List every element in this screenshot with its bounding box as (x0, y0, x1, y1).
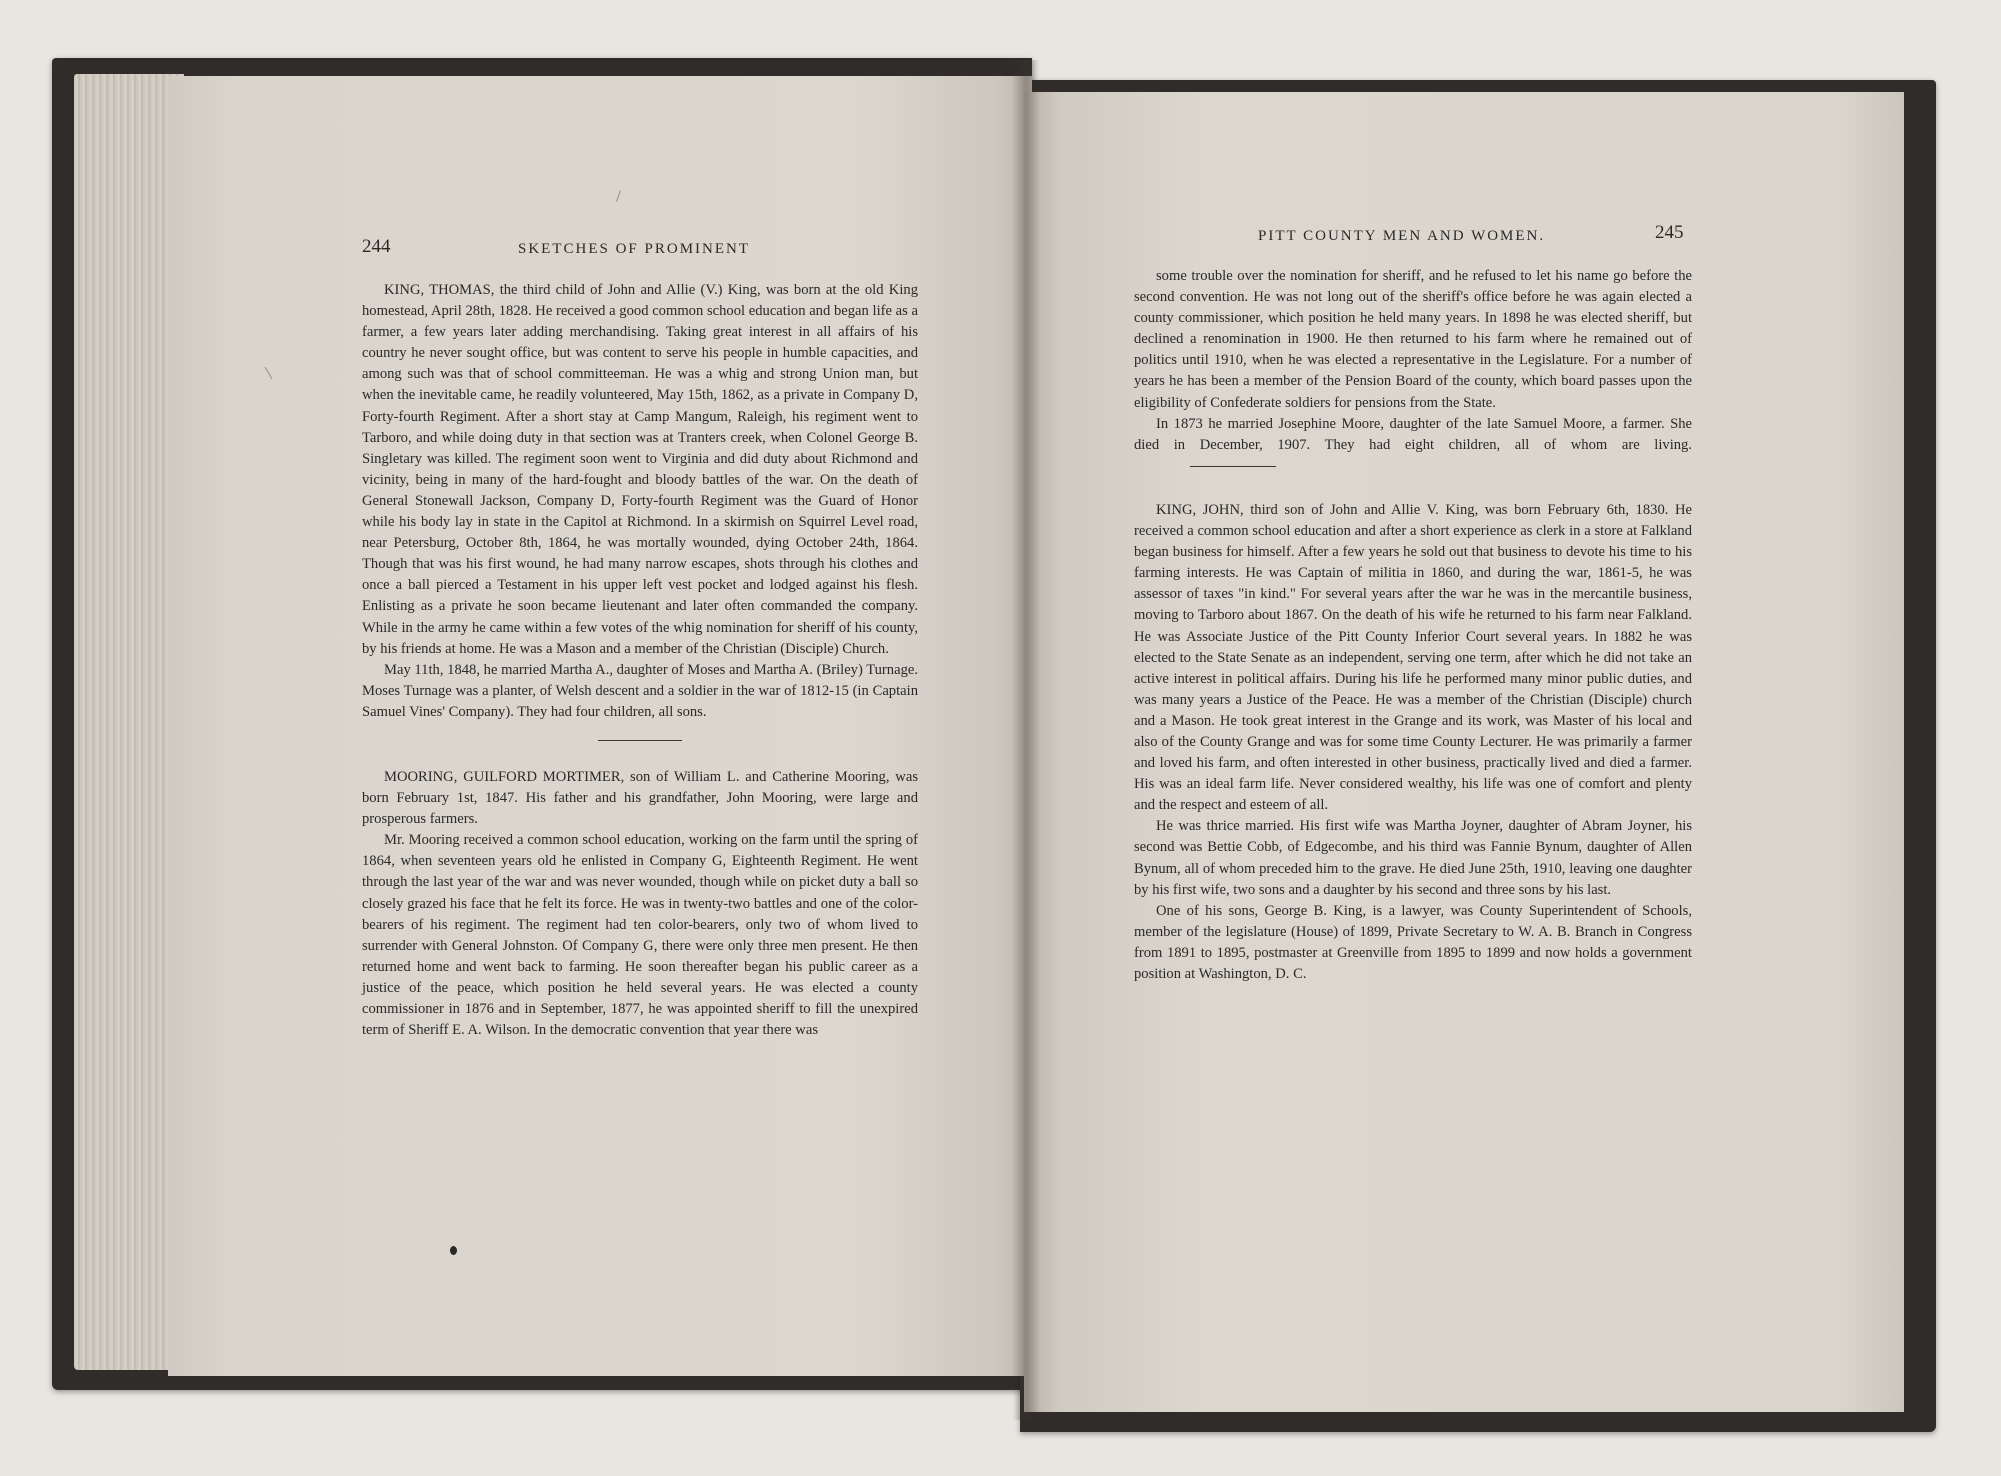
mooring-paragraph-1: MOORING, GUILFORD MORTIMER, son of William L. and Catherine Mooring, was born February 1st, 1847. His father and his grandfather, John Mooring, were large and prosperous farmers. (362, 768, 918, 828)
mooring-continued-paragraph-1: some trouble over the nomination for sheriff, and he refused to let his name go before the second convention. He was not long out of the sheriff's office before he was again elected a county commissioner, which position he held many years. In 1898 he was elected sheriff, but declined a renomination in 1900. He then returned to his farm where he remained out of politics until 1910, when he was elected a representative in the Legislature. For a number of years he has been a member of the Pension Board of the county, which board passes upon the eligibility of Confederate soldiers for pensions from the State. (1134, 268, 1692, 411)
section-divider (1190, 466, 1276, 467)
left-running-head: SKETCHES OF PROMINENT (518, 241, 751, 257)
mooring-paragraph-2: Mr. Mooring received a common school education, working on the farm until the spring of 1864, when seventeen years old he enlisted in Company G, Eighteenth Regiment. He went through the last year of the war and was never wounded, though while on picket duty a ball so closely grazed his face that he felt its force. He was in twenty-two battles and one of the color-bearers of his regiment. The regiment had ten color-bearers, only two of whom lived to surrender with General Johnston. Of Company G, there were only three men present. He then returned home and went back to farming. He soon thereafter began his public career as a justice of the peace, which position he held several years. He was elected a county commissioner in 1876 and in September, 1877, he was appointed sheriff to fill the unexpired term of Sheriff E. A. Wilson. In the democratic convention that year there was (362, 832, 918, 1039)
left-page-number: 244 (362, 236, 391, 257)
left-text-column (362, 280, 918, 1041)
section-divider (598, 740, 682, 741)
right-page-number: 245 (1655, 222, 1684, 243)
king-john-paragraph-2: He was thrice married. His first wife was Martha Joyner, daughter of Abram Joyner, his second was Bettie Cobb, of Edgecombe, and his third was Fannie Bynum, daughter of Allen Bynum, all of whom preceded him to the grave. He died June 25th, 1910, leaving one daughter by his first wife, two sons and a daughter by his second and three sons by his last. (1134, 818, 1692, 898)
king-john-paragraph-3: One of his sons, George B. King, is a lawyer, was County Superintendent of Schools, member of the legislature (House) of 1899, Private Secretary to W. A. B. Branch in Congress from 1891 to 1895, postmaster at Greenville from 1895 to 1899 and now holds a government position at Washington, D. C. (1134, 902, 1692, 982)
spine-gutter (1012, 60, 1040, 1420)
right-text-column (1134, 266, 1692, 985)
mooring-continued-text: In 1873 he married Josephine Moore, daughter of the late Samuel Moore, a farmer. She died in December, 1907. They had eight children, all of whom are living. (1134, 415, 1692, 453)
king-thomas-paragraph-1: KING, THOMAS, the third child of John and Allie (V.) King, was born at the old King homestead, April 28th, 1828. He received a good common school education and began life as a farmer, a few years later adding merchandising. Taking great interest in all affairs of his country he never sought office, but was content to serve his people in humble capacities, and among such was that of school committeeman. He was a whig and strong Union man, but when the inevitable came, he readily volunteered, May 15th, 1862, as a private in Company D, Forty-fourth Regiment. After a short stay at Camp Mangum, Raleigh, his regiment went to Tarboro, and while doing duty in that section was at Tranters creek, when Colonel George B. Singletary was killed. The regiment soon went to Virginia and did duty about Richmond and vicinity, being in many of the hard-fought and bloody battles of the war. On the death of General Stonewall Jackson, Company D, Forty-fourth Regiment was the Guard of Honor while his body lay in state in the Capitol at Richmond. In a skirmish on Squirrel Level road, near Petersburg, October 8th, 1864, he was mortally wounded, dying October 24th, 1864. Though that was his first wound, he had many narrow escapes, shots through his clothes and once a ball pierced a Testament in his upper left vest pocket and lodged against his flesh. Enlisting as a private he soon became lieutenant and later often commanded the company. While in the army he came within a few votes of the whig nomination for sheriff of his county, by his friends at home. He was a Mason and a member of the Christian (Disciple) Church. (362, 282, 918, 657)
king-thomas-paragraph-2: May 11th, 1848, he married Martha A., daughter of Moses and Martha A. (Briley) Turnage. Moses Turnage was a planter, of Welsh descent and a soldier in the war of 1812-15 (in Captain Samuel Vines' Company). They had four children, all sons. (362, 661, 918, 720)
mooring-continued-paragraph-2 (1134, 414, 1692, 477)
ink-spot (450, 1246, 457, 1255)
king-john-paragraph-1: KING, JOHN, third son of John and Allie V. King, was born February 6th, 1830. He received a common school education and after a short experience as clerk in a store at Falkland began business for himself. After a few years he sold out that business to devote his time to his farming interests. He was Captain of militia in 1860, and during the war, 1861-5, he was assessor of taxes "in kind." For several years after the war he was in the mercantile business, moving to Tarboro about 1867. On the death of his wife he returned to his farm near Falkland. He was Associate Justice of the Pitt County Inferior Court several years. In 1882 he was elected to the State Senate as an independent, serving one term, after which he did not take an active interest in political affairs. During his life he performed many minor public duties, and was many years a Justice of the Peace. He was a member of the Christian (Disciple) church and a Mason. He took great interest in the Grange and its work, was Master of his local and also of the County Grange and was for some time County Lecturer. He was primarily a farmer and loved his farm, and often interested in other business, practically lived and died a farmer. His was an ideal farm life. Never considered wealthy, his life was one of comfort and plenty and the respect and esteem of all. (1134, 501, 1692, 814)
right-running-head: PITT COUNTY MEN AND WOMEN. (1258, 228, 1546, 244)
